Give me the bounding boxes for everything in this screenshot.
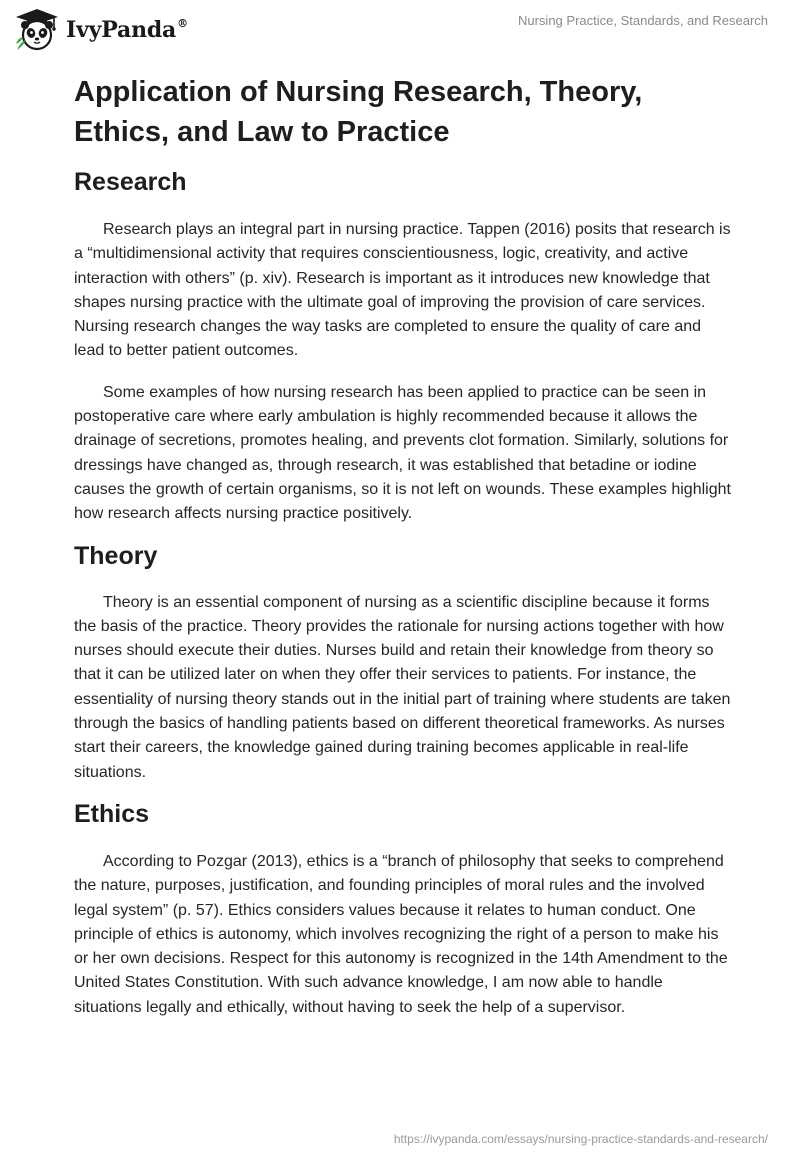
section-heading-theory: Theory	[74, 541, 158, 570]
paragraph: According to Pozgar (2013), ethics is a “branch of philosophy that seeks to comprehend the nature, purposes, justification, and founding principles of moral rules and the involved legal system” (p. 57). Ethics considers values because it relates to human conduct. One principle of ethics is autonomy, which involves recognizing the right of a person to make his or her own decisions. Respect for this autonomy is recognized in the 14th Amendment to the United States Constitution. With such advance knowledge, I am now able to handle situations legally and ethically, without having to seek the help of a supervisor.	[74, 852, 728, 1016]
paragraph: Theory is an essential component of nursing as a scientific discipline because it forms the basis of the practice. Theory provides the rationale for nursing actions together with how nurses should execute their duties. Nurses build and retain their knowledge from theory so that it can be utilized later on when they offer their services to patients. For instance, the essentiality of nursing theory stands out in the initial part of training where students are taken through the basics of handling patients based on different theoretical frameworks. As nurses start their careers, the knowledge gained during training becomes applicable in real-life situations.	[74, 593, 731, 781]
brand-logo[interactable]	[14, 8, 188, 52]
paragraph: Some examples of how nursing research has been applied to practice can be seen in postoperative care where early ambulation is highly recommended because it allows the drainage of secretions, promotes healing, and prevents clot formation. Similarly, solutions for dressings have changed as, through research, it was established that betadine or iodine causes the growth of certain organisms, so it is not left on wounds. These examples highlight how research affects nursing practice positively.	[74, 383, 731, 523]
brand-name: IvyPanda®	[66, 17, 188, 43]
running-title: Nursing Practice, Standards, and Research	[517, 13, 768, 28]
section-heading-research: Research	[74, 168, 187, 196]
source-url[interactable]: https://ivypanda.com/essays/nursing-practice-standards-and-research/	[393, 1132, 768, 1146]
page-header	[0, 0, 800, 58]
paragraph: Research plays an integral part in nursing practice. Tappen (2016) posits that research is a “multidimensional activity that requires conscientiousness, logic, creativity, and active interaction with others” (p. xiv). Research is important as it introduces new knowledge that shapes nursing practice with the ultimate goal of improving the provision of care services. Nursing research changes the way tasks are completed to ensure the quality of care and lead to better patient outcomes.	[74, 221, 731, 360]
section-heading-ethics: Ethics	[74, 799, 150, 828]
essay-content	[74, 72, 734, 1020]
panda-graduate-icon	[14, 8, 60, 52]
essay-title: Application of Nursing Research, Theory, Ethics, and Law to Practice	[74, 76, 643, 148]
